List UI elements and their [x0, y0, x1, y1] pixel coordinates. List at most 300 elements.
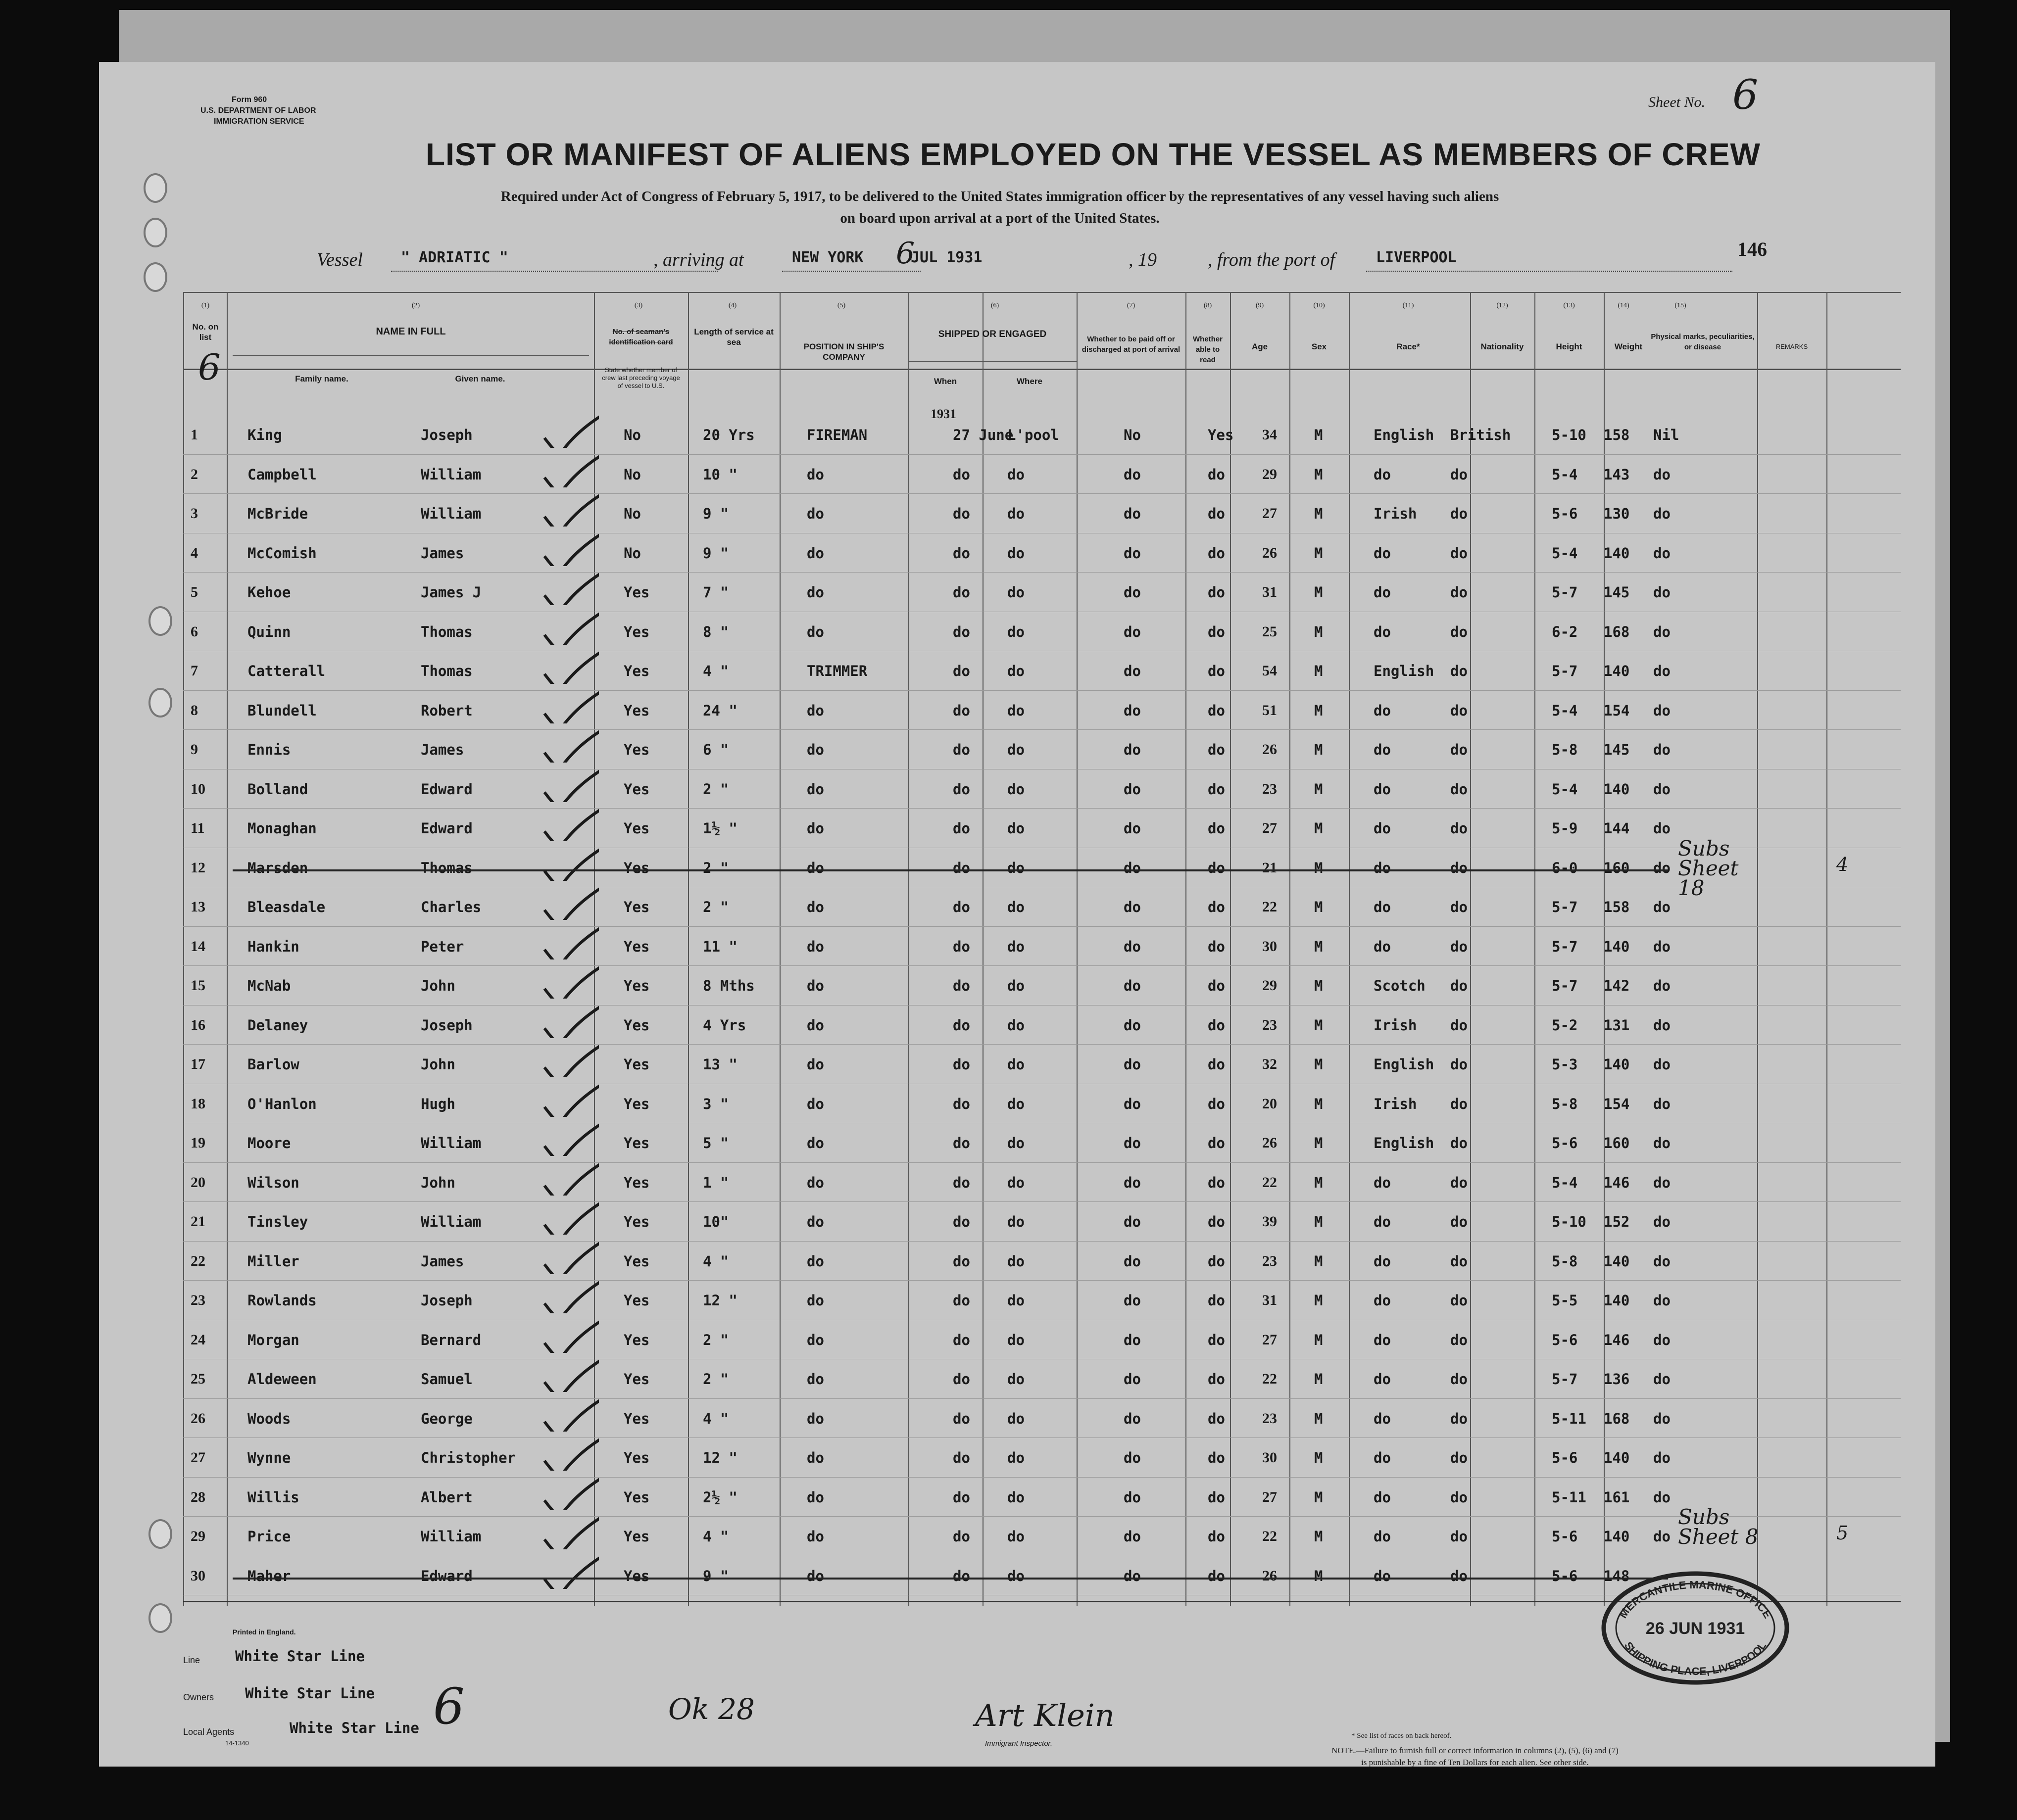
- paid-off: do: [1124, 584, 1141, 601]
- physical-marks: do: [1653, 899, 1671, 915]
- age: 30: [1262, 1449, 1277, 1466]
- previous-voyage: Yes: [624, 938, 650, 955]
- position: do: [807, 1410, 824, 1427]
- length-of-service: 8 Mths: [703, 977, 755, 994]
- age: 23: [1262, 1016, 1277, 1033]
- race: do: [1374, 623, 1391, 640]
- height: 5-6: [1552, 1449, 1578, 1466]
- race: do: [1374, 702, 1391, 719]
- race: do: [1374, 1292, 1391, 1309]
- given-name: Christopher: [421, 1449, 516, 1466]
- strike-through-line: [233, 869, 1668, 871]
- age: 21: [1262, 859, 1277, 876]
- race: Irish: [1374, 1016, 1417, 1034]
- department: U.S. DEPARTMENT OF LABOR: [200, 106, 316, 115]
- family-name: Tinsley: [247, 1213, 308, 1230]
- header-age: Age: [1251, 342, 1268, 351]
- height: 6-2: [1552, 623, 1578, 640]
- position: do: [807, 820, 824, 837]
- able-to-read: do: [1208, 1449, 1225, 1466]
- able-to-read: do: [1208, 820, 1225, 837]
- mercantile-marine-stamp: [1599, 1569, 1792, 1687]
- shipped-when: do: [953, 938, 970, 955]
- weight: 140: [1604, 938, 1630, 955]
- agents-label: Local Agents: [183, 1727, 235, 1737]
- check-mark-icon: [540, 1436, 599, 1471]
- sex: M: [1314, 466, 1323, 483]
- family-name: Monaghan: [247, 820, 317, 837]
- paid-off: do: [1124, 505, 1141, 522]
- punch-hole: [144, 173, 167, 203]
- able-to-read: do: [1208, 1095, 1225, 1112]
- previous-voyage: No: [624, 466, 641, 483]
- paid-off: do: [1124, 1410, 1141, 1427]
- paid-off: do: [1124, 1056, 1141, 1073]
- shipped-when: do: [953, 741, 970, 758]
- nationality: do: [1450, 1528, 1468, 1545]
- nationality: do: [1450, 663, 1468, 679]
- paid-off: do: [1124, 820, 1141, 837]
- check-mark-icon: [540, 846, 599, 881]
- check-mark-icon: [540, 649, 599, 684]
- row-number: 12: [191, 859, 205, 876]
- sex: M: [1314, 1488, 1323, 1506]
- shipped-where: do: [1007, 820, 1025, 837]
- given-name: William: [421, 1213, 482, 1230]
- punch-hole: [148, 688, 172, 718]
- paid-off: do: [1124, 899, 1141, 915]
- physical-marks: do: [1653, 859, 1671, 876]
- paid-off: do: [1124, 1213, 1141, 1230]
- length-of-service: 9 ": [703, 505, 729, 522]
- row-number: 10: [191, 780, 205, 797]
- family-name: Wilson: [247, 1174, 299, 1191]
- physical-marks: do: [1653, 741, 1671, 758]
- check-mark-icon: [540, 885, 599, 920]
- physical-marks: do: [1653, 1528, 1671, 1545]
- physical-marks: do: [1653, 1449, 1671, 1466]
- weight: 154: [1604, 1095, 1630, 1112]
- row-number: 21: [191, 1213, 205, 1230]
- check-mark-icon: [540, 571, 599, 605]
- given-name: Peter: [421, 938, 464, 955]
- physical-marks: do: [1653, 1213, 1671, 1230]
- remark-number: 4: [1836, 853, 1849, 875]
- nationality: do: [1450, 466, 1468, 483]
- nationality: do: [1450, 702, 1468, 719]
- row-number: 15: [191, 977, 205, 994]
- age: 31: [1262, 1292, 1277, 1308]
- check-mark-icon: [540, 610, 599, 645]
- height: 5-4: [1552, 780, 1578, 798]
- failure-note-1: NOTE.—Failure to furnish full or correct information in columns (2), (5), (6) and (7): [1331, 1746, 1619, 1755]
- race: English: [1374, 663, 1434, 679]
- stamp-date: 26 JUN 1931: [1645, 1619, 1745, 1638]
- sex: M: [1314, 1213, 1323, 1230]
- row-rule: [183, 1280, 1901, 1281]
- shipped-when: do: [953, 1213, 970, 1230]
- shipped-where: do: [1007, 1488, 1025, 1506]
- race: do: [1374, 1488, 1391, 1506]
- sex: M: [1314, 899, 1323, 915]
- age: 20: [1262, 1095, 1277, 1112]
- shipped-when: do: [953, 544, 970, 562]
- shipped-when: do: [953, 1567, 970, 1584]
- header-when: When: [934, 377, 957, 386]
- weight: 136: [1604, 1371, 1630, 1388]
- shipped-where: do: [1007, 623, 1025, 640]
- shipped-when: do: [953, 505, 970, 522]
- row-rule: [183, 1437, 1901, 1438]
- family-name: King: [247, 427, 282, 443]
- paid-off: do: [1124, 977, 1141, 994]
- previous-voyage: Yes: [624, 1528, 650, 1545]
- length-of-service: 1 ": [703, 1174, 729, 1191]
- previous-voyage: Yes: [624, 1056, 650, 1073]
- height: 5-4: [1552, 466, 1578, 483]
- family-name: McNab: [247, 977, 291, 994]
- check-mark-icon: [540, 1121, 599, 1156]
- physical-marks: do: [1653, 1488, 1671, 1506]
- position: do: [807, 1488, 824, 1506]
- previous-voyage: Yes: [624, 702, 650, 719]
- length-of-service: 4 Yrs: [703, 1016, 746, 1034]
- family-name: Moore: [247, 1135, 291, 1151]
- row-number: 30: [191, 1567, 205, 1584]
- nationality: do: [1450, 1252, 1468, 1270]
- given-name: Joseph: [421, 1292, 473, 1309]
- row-rule: [183, 1477, 1901, 1478]
- check-mark-icon: [540, 453, 599, 487]
- age: 27: [1262, 505, 1277, 522]
- row-number: 18: [191, 1095, 205, 1112]
- race: do: [1374, 584, 1391, 601]
- weight: 140: [1604, 1528, 1630, 1545]
- family-name: Price: [247, 1528, 291, 1545]
- previous-voyage: Yes: [624, 1016, 650, 1034]
- previous-voyage: Yes: [624, 1371, 650, 1388]
- previous-voyage: Yes: [624, 584, 650, 601]
- length-of-service: 12 ": [703, 1292, 738, 1309]
- given-name: William: [421, 505, 482, 522]
- paid-off: do: [1124, 1488, 1141, 1506]
- position: do: [807, 977, 824, 994]
- previous-voyage: Yes: [624, 1213, 650, 1230]
- family-name: Barlow: [247, 1056, 299, 1073]
- shipped-when: do: [953, 1410, 970, 1427]
- paid-off: do: [1124, 1174, 1141, 1191]
- shipped-where: do: [1007, 1174, 1025, 1191]
- row-number: 4: [191, 544, 198, 561]
- previous-voyage: Yes: [624, 1095, 650, 1112]
- family-name: Quinn: [247, 623, 291, 640]
- position: TRIMMER: [807, 663, 868, 679]
- previous-voyage: Yes: [624, 1331, 650, 1348]
- nationality: do: [1450, 899, 1468, 915]
- age: 26: [1262, 741, 1277, 758]
- age: 27: [1262, 1488, 1277, 1505]
- age: 22: [1262, 899, 1277, 915]
- race: do: [1374, 1331, 1391, 1348]
- able-to-read: do: [1208, 505, 1225, 522]
- sex: M: [1314, 1371, 1323, 1388]
- length-of-service: 4 ": [703, 663, 729, 679]
- header-remarks: REMARKS: [1775, 343, 1808, 350]
- nationality: British: [1450, 427, 1511, 443]
- able-to-read: do: [1208, 1410, 1225, 1427]
- shipped-where: do: [1007, 466, 1025, 483]
- age: 29: [1262, 466, 1277, 482]
- age: 51: [1262, 702, 1277, 718]
- sex: M: [1314, 938, 1323, 955]
- shipped-where: do: [1007, 1213, 1025, 1230]
- shipped-where: do: [1007, 1528, 1025, 1545]
- check-mark-icon: [540, 767, 599, 802]
- race: do: [1374, 1371, 1391, 1388]
- arrival-date: JUL 1931: [911, 249, 983, 266]
- col-num-5: (5): [837, 302, 846, 309]
- row-number: 27: [191, 1449, 205, 1466]
- family-name: Rowlands: [247, 1292, 317, 1309]
- check-mark-icon: [540, 1240, 599, 1274]
- position: do: [807, 466, 824, 483]
- shipped-where: do: [1007, 663, 1025, 679]
- race: do: [1374, 1174, 1391, 1191]
- family-name: Morgan: [247, 1331, 299, 1348]
- previous-voyage: Yes: [624, 741, 650, 758]
- sex: M: [1314, 859, 1323, 876]
- age: 25: [1262, 623, 1277, 640]
- height: 5-7: [1552, 1371, 1578, 1388]
- punch-hole: [148, 1519, 172, 1549]
- length-of-service: 1½ ": [703, 820, 738, 837]
- check-mark-icon: [540, 492, 599, 527]
- shipped-when: do: [953, 1488, 970, 1506]
- sex: M: [1314, 1252, 1323, 1270]
- sex: M: [1314, 820, 1323, 837]
- age: 23: [1262, 1252, 1277, 1269]
- position: do: [807, 1135, 824, 1151]
- family-name: Woods: [247, 1410, 291, 1427]
- col-num-8: (8): [1203, 302, 1212, 309]
- age: 26: [1262, 1135, 1277, 1151]
- weight: 140: [1604, 780, 1630, 798]
- nationality: do: [1450, 977, 1468, 994]
- given-name: James: [421, 1252, 464, 1270]
- family-name: Campbell: [247, 466, 317, 483]
- row-number: 29: [191, 1528, 205, 1544]
- age: 22: [1262, 1174, 1277, 1191]
- shipped-where: do: [1007, 1135, 1025, 1151]
- age: 31: [1262, 584, 1277, 600]
- given-name: James J: [421, 584, 482, 601]
- physical-marks: do: [1653, 544, 1671, 562]
- shipped-where: do: [1007, 544, 1025, 562]
- service: IMMIGRATION SERVICE: [214, 117, 304, 126]
- race: do: [1374, 544, 1391, 562]
- sex: M: [1314, 780, 1323, 798]
- previous-voyage: Yes: [624, 623, 650, 640]
- shipped-when: do: [953, 1449, 970, 1466]
- race: do: [1374, 1410, 1391, 1427]
- shipped-where: do: [1007, 1567, 1025, 1584]
- position: do: [807, 1449, 824, 1466]
- shipped-where: do: [1007, 1371, 1025, 1388]
- physical-marks: do: [1653, 1292, 1671, 1309]
- nationality: do: [1450, 1135, 1468, 1151]
- previous-voyage: Yes: [624, 899, 650, 915]
- given-name: John: [421, 977, 455, 994]
- able-to-read: do: [1208, 623, 1225, 640]
- departure-port: LIVERPOOL: [1376, 249, 1457, 266]
- nationality: do: [1450, 584, 1468, 601]
- col-num-6: (6): [990, 302, 999, 309]
- row-number: 6: [191, 623, 198, 640]
- length-of-service: 2 ": [703, 1371, 729, 1388]
- shipped-where: do: [1007, 505, 1025, 522]
- given-name: Thomas: [421, 623, 473, 640]
- height: 5-7: [1552, 899, 1578, 915]
- shipped-where: do: [1007, 1016, 1025, 1034]
- handwritten-list-number: 6: [198, 346, 221, 388]
- position: do: [807, 1292, 824, 1309]
- physical-marks: Nil: [1653, 427, 1679, 443]
- able-to-read: do: [1208, 466, 1225, 483]
- paid-off: do: [1124, 1449, 1141, 1466]
- weight: 161: [1604, 1488, 1630, 1506]
- weight: 145: [1604, 584, 1630, 601]
- col-num-1: (1): [201, 302, 210, 309]
- shipped-when: do: [953, 584, 970, 601]
- previous-voyage: Yes: [624, 1488, 650, 1506]
- paid-off: do: [1124, 938, 1141, 955]
- sex: M: [1314, 1528, 1323, 1545]
- weight: 140: [1604, 1056, 1630, 1073]
- position: do: [807, 1331, 824, 1348]
- shipped-when: do: [953, 466, 970, 483]
- previous-voyage: Yes: [624, 780, 650, 798]
- position: do: [807, 702, 824, 719]
- shipped-where: do: [1007, 780, 1025, 798]
- family-name: Marsden: [247, 859, 308, 876]
- shipped-where: do: [1007, 1449, 1025, 1466]
- row-number: 5: [191, 584, 198, 600]
- given-name: George: [421, 1410, 473, 1427]
- physical-marks: do: [1653, 977, 1671, 994]
- previous-voyage: Yes: [624, 1410, 650, 1427]
- vessel-name: " ADRIATIC ": [401, 249, 508, 266]
- col-num-11: (11): [1402, 302, 1414, 309]
- shipped-where: do: [1007, 1056, 1025, 1073]
- position: do: [807, 1528, 824, 1545]
- height: 5-6: [1552, 1528, 1578, 1545]
- length-of-service: 3 ": [703, 1095, 729, 1112]
- able-to-read: do: [1208, 1488, 1225, 1506]
- position: do: [807, 1174, 824, 1191]
- header-shipped-engaged: SHIPPED OR ENGAGED: [938, 329, 1047, 339]
- arrival-date-handwritten: 6: [896, 236, 915, 271]
- shipped-where: do: [1007, 1252, 1025, 1270]
- given-name: Edward: [421, 780, 473, 798]
- shipped-when: do: [953, 820, 970, 837]
- physical-marks: do: [1653, 1174, 1671, 1191]
- owners-value: White Star Line: [245, 1685, 375, 1702]
- physical-marks: do: [1653, 466, 1671, 483]
- height: 5-7: [1552, 584, 1578, 601]
- position: do: [807, 584, 824, 601]
- row-number: 1: [191, 427, 198, 443]
- row-number: 16: [191, 1016, 205, 1033]
- header-able-to-read: Whether able to read: [1193, 335, 1223, 364]
- nationality: do: [1450, 1331, 1468, 1348]
- col-num-7: (7): [1127, 302, 1135, 309]
- header-physical-marks: Physical marks, peculiarities, or disease: [1651, 333, 1755, 351]
- paid-off: do: [1124, 1292, 1141, 1309]
- height: 5-9: [1552, 820, 1578, 837]
- paid-off: do: [1124, 1252, 1141, 1270]
- row-number: 23: [191, 1292, 205, 1308]
- weight: 158: [1604, 427, 1630, 443]
- length-of-service: 5 ": [703, 1135, 729, 1151]
- inspector-signature: Art Klein: [975, 1697, 1115, 1733]
- weight: 130: [1604, 505, 1630, 522]
- able-to-read: do: [1208, 859, 1225, 876]
- sex: M: [1314, 584, 1323, 601]
- able-to-read: do: [1208, 1567, 1225, 1584]
- nationality: do: [1450, 544, 1468, 562]
- length-of-service: 2 ": [703, 780, 729, 798]
- header-given-name: Given name.: [455, 374, 505, 383]
- physical-marks: do: [1653, 1252, 1671, 1270]
- age: 22: [1262, 1528, 1277, 1544]
- position: do: [807, 741, 824, 758]
- paid-off: do: [1124, 1567, 1141, 1584]
- height: 5-11: [1552, 1410, 1586, 1427]
- able-to-read: do: [1208, 977, 1225, 994]
- paid-off: do: [1124, 1528, 1141, 1545]
- page-subtitle: [346, 186, 1653, 229]
- row-rule: [183, 965, 1901, 966]
- row-number: 24: [191, 1331, 205, 1348]
- subtitle-line-2: on board upon arrival at a port of the United States.: [840, 210, 1160, 226]
- height: 5-4: [1552, 544, 1578, 562]
- length-of-service: 2 ": [703, 899, 729, 915]
- handwritten-six: 6: [433, 1677, 465, 1735]
- header-sex: Sex: [1311, 342, 1327, 351]
- able-to-read: do: [1208, 1056, 1225, 1073]
- physical-marks: do: [1653, 1056, 1671, 1073]
- previous-voyage: Yes: [624, 859, 650, 876]
- voyage-line: [317, 236, 1802, 275]
- weight: 160: [1604, 1135, 1630, 1151]
- shipped-when: do: [953, 1252, 970, 1270]
- shipped-when: 27 June: [953, 427, 1014, 443]
- physical-marks: do: [1653, 1095, 1671, 1112]
- physical-marks: do: [1653, 1410, 1671, 1427]
- physical-marks: do: [1653, 780, 1671, 798]
- physical-marks: do: [1653, 584, 1671, 601]
- given-name: James: [421, 741, 464, 758]
- sex: M: [1314, 741, 1323, 758]
- race: Irish: [1374, 1095, 1417, 1112]
- given-name: Robert: [421, 702, 473, 719]
- family-name: McComish: [247, 544, 317, 562]
- row-number: 25: [191, 1371, 205, 1387]
- from-label: , from the port of: [1208, 249, 1335, 270]
- form-code: 14-1340: [225, 1739, 249, 1747]
- position: do: [807, 780, 824, 798]
- nationality: do: [1450, 938, 1468, 955]
